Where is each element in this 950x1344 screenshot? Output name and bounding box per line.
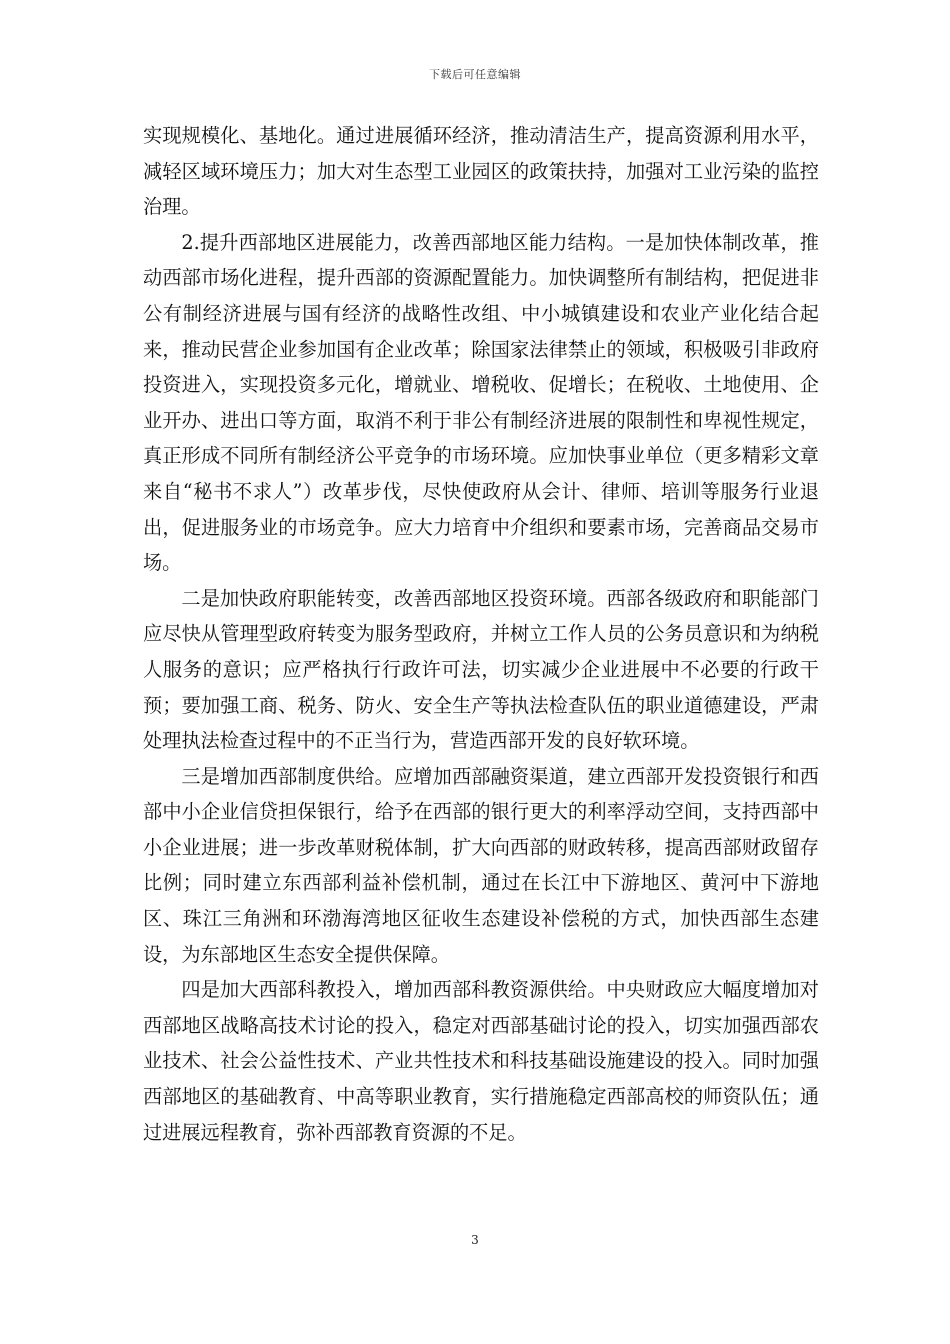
paragraph-4: 三是增加西部制度供给。应增加西部融资渠道，建立西部开发投资银行和西部中小企业信贷担保银行，给予在西部的银行更大的利率浮动空间，支持西部中小企业进展；进一步改革财税体制，扩大向西部的财政转移，提高西部财政留存比例；同时建立东西部利益补偿机制，通过在长江中下游地区、黄河中下游地区、珠江三角洲和环渤海湾地区征收生态建设补偿税的方式，加快西部生态建设，为东部地区生态安全提供保障。 <box>143 764 819 966</box>
document-body <box>143 118 819 1150</box>
paragraph-3: 二是加快政府职能转变，改善西部地区投资环境。西部各级政府和职能部门应尽快从管理型政府转变为服务型政府，并树立工作人员的公务员意识和为纳税人服务的意识；应严格执行行政许可法，切实减少企业进展中不必要的行政干预；要加强工商、税务、防火、安全生产等执法检查队伍的职业道德建设，严肃处理执法检查过程中的不正当行为，营造西部开发的良好软环境。 <box>143 586 819 753</box>
paragraph-2: 2.提升西部地区进展能力，改善西部地区能力结构。一是加快体制改革，推动西部市场化进程，提升西部的资源配置能力。加快调整所有制结构，把促进非公有制经济进展与国有经济的战略性改组、中小城镇建设和农业产业化结合起来，推动民营企业参加国有企业改革；除国家法律禁止的领域，积极吸引非政府投资进入，实现投资多元化，增就业、增税收、促增长；在税收、土地使用、企业开办、进出口等方面，取消不利于非公有制经济进展的限制性和卑视性规定，真正形成不同所有制经济公平竞争的市场环境。应加快事业单位（更多精彩文章来自“秘书不求人”）改革步伐，尽快使政府从会计、律师、培训等服务行业退出，促进服务业的市场竞争。应大力培育中介组织和要素市场，完善商品交易市场。 <box>143 230 819 575</box>
page-header: 下载后可任意编辑 <box>429 68 521 81</box>
paragraph-1: 实现规模化、基地化。通过进展循环经济，推动清洁生产，提高资源利用水平，减轻区域环境压力；加大对生态型工业园区的政策扶持，加强对工业污染的监控治理。 <box>143 124 819 219</box>
paragraph-5: 四是加大西部科教投入，增加西部科教资源供给。中央财政应大幅度增加对西部地区战略高技术讨论的投入，稳定对西部基础讨论的投入，切实加强西部农业技术、社会公益性技术、产业共性技术和科技基础设施建设的投入。同时加强西部地区的基础教育、中高等职业教育，实行措施稳定西部高校的师资队伍；通过进展远程教育，弥补西部教育资源的不足。 <box>143 978 819 1144</box>
page-number: 3 <box>471 1233 479 1247</box>
